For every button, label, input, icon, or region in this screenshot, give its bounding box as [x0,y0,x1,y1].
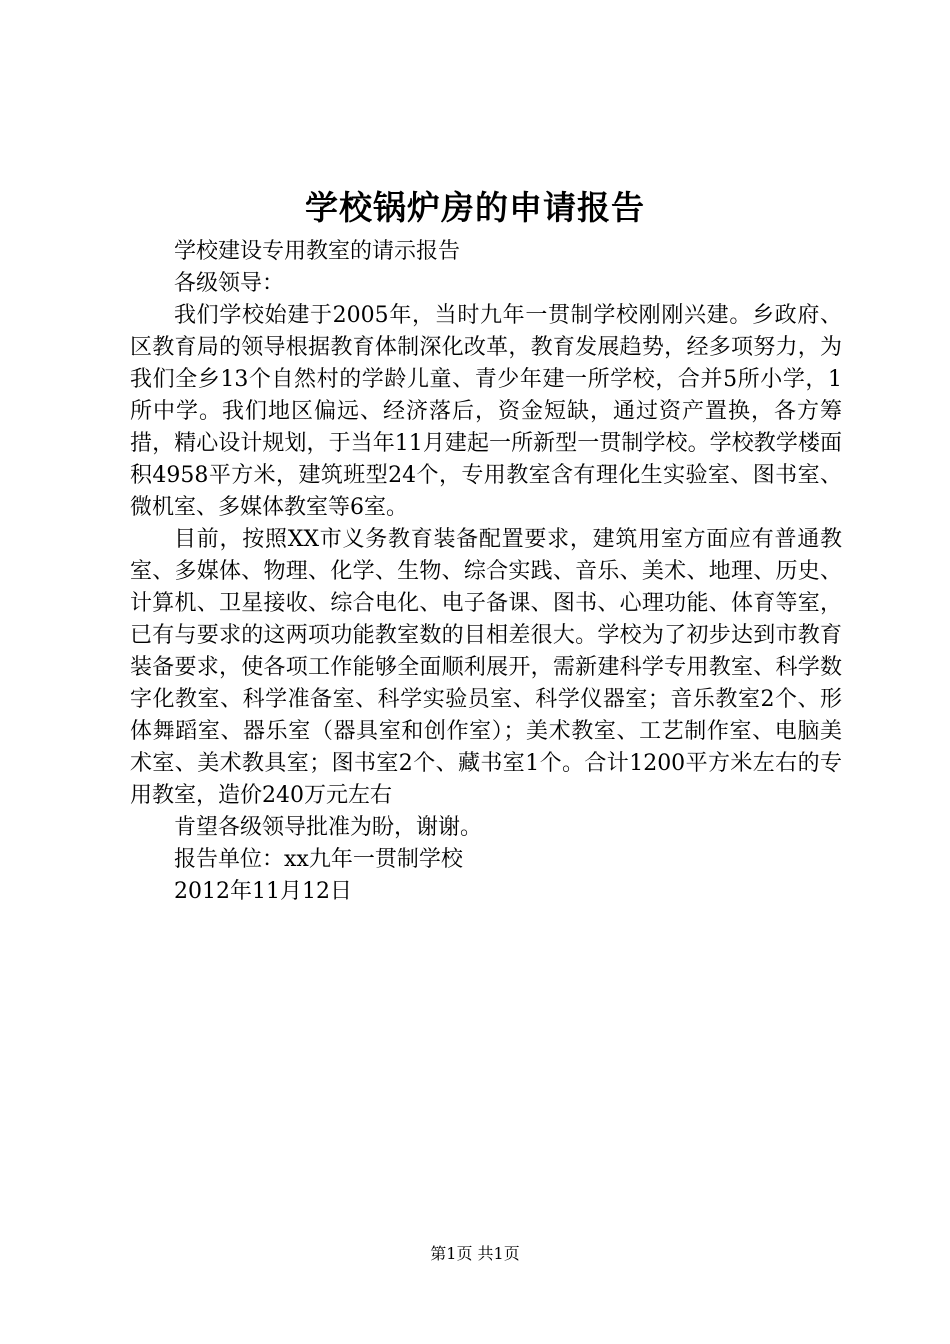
page-number: 第1页 共1页 [430,1244,520,1263]
subject-line: 学校建设专用教室的请示报告 [174,239,461,264]
paragraph-requirements: 目前，按照XX市义务教育装备配置要求，建筑用室方面应有普通教室、多媒体、物理、化学、生物、综合实践、音乐、美术、地理、历史、计算机、卫星接收、综合电化、电子备课、图书、心理功能、体育等室，已有与要求的这两项功能教室数的目相差很大。学校为了初步达到市教育装备要求，使各项工作能够全面顺利展开，需新建科学专用教室、科学数字化教室、科学准备室、科学实验员室、科学仪器室；音乐教室2个、形体舞蹈室、器乐室（器具室和创作室）；美术教室、工艺制作室、电脑美术室、美术教具室；图书室2个、藏书室1个。合计1200平方米左右的专用教室，造价240万元左右 [130,527,842,808]
report-unit: 报告单位：xx九年一贯制学校 [174,847,463,872]
closing-request: 肯望各级领导批准为盼，谢谢。 [174,815,483,840]
paragraph-history: 我们学校始建于2005年，当时九年一贯制学校刚刚兴建。乡政府、区教育局的领导根据教育体制深化改革，教育发展趋势，经多项努力，为我们全乡13个自然村的学龄儿童、青少年建一所学校，合并5所小学，1所中学。我们地区偏远、经济落后，资金短缺，通过资产置换，各方筹措，精心设计规划，于当年11月建起一所新型一贯制学校。学校教学楼面积4958平方米，建筑班型24个，专用教室含有理化生实验室、图书室、微机室、多媒体教室等6室。 [130,303,842,520]
report-date: 2012年11月12日 [174,879,352,904]
document-body [130,236,842,908]
salutation: 各级领导： [174,271,285,296]
document-title: 学校锅炉房的申请报告 [305,188,645,227]
